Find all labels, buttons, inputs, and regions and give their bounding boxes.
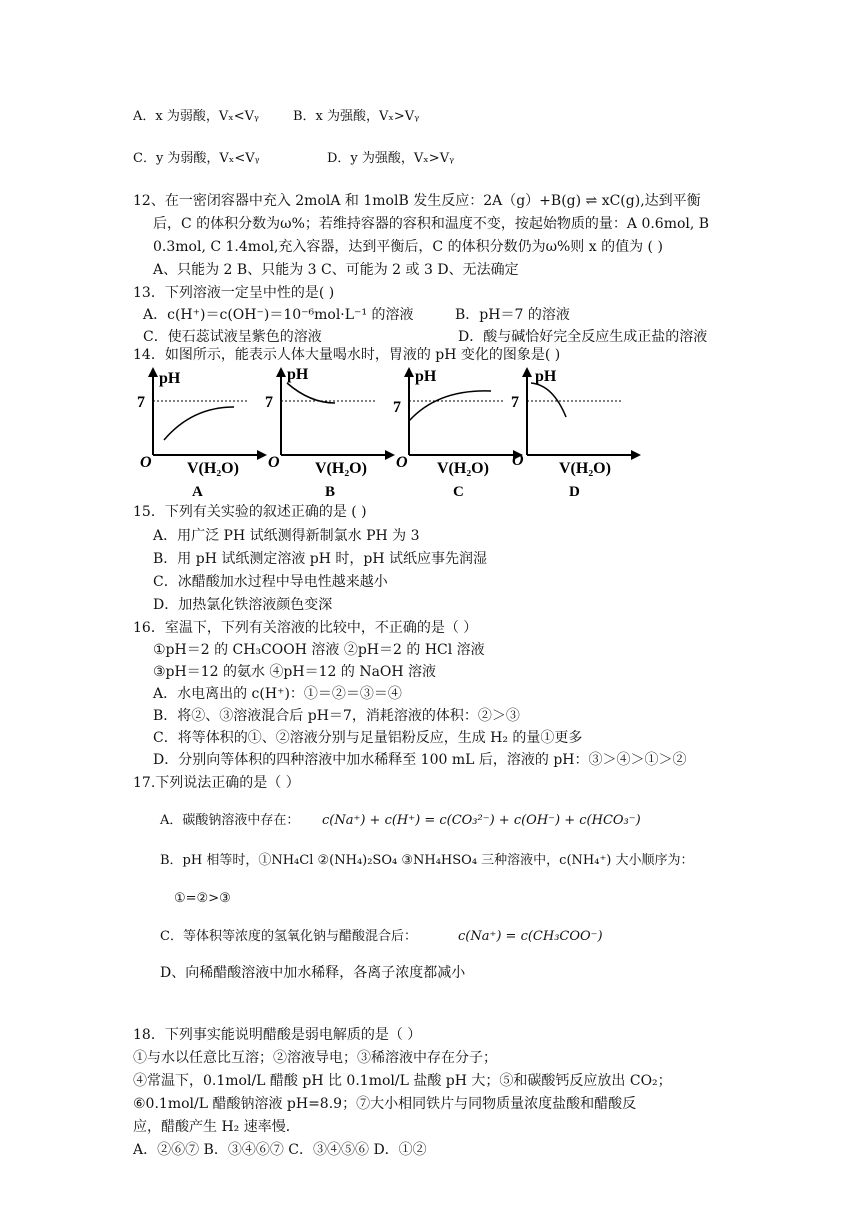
q17-option-c-text: C．等体积等浓度的氢氧化钠与醋酸混合后： [160,929,417,944]
q13-stem: 13．下列溶液一定呈中性的是( ) [133,285,335,301]
q15-option-d: D．加热氯化铁溶液颜色变深 [153,597,333,613]
q12-line2: 后，C 的体积分数为ω%；若维持容器的容积和温度不变，按起始物质的量：A 0.6mol, B [153,216,710,232]
q18-line4: 应，醋酸产生 H₂ 速率慢． [133,1119,300,1135]
q15-option-b: B．用 pH 试纸测定溶液 pH 时，pH 试纸应事先润湿 [153,551,488,567]
q17-option-b-order: ①=②>③ [174,891,231,906]
q13-option-d: D．酸与碱恰好完全反应生成正盐的溶液 [458,329,708,345]
graph-a-xlabel: V(H₂O) [187,460,239,477]
q12-line3: 0.3mol, C 1.4mol,充入容器，达到平衡后，C 的体积分数仍为ω%则 x 的值为 ( ) [153,239,663,255]
graph-b-ylabel: pH [287,366,309,383]
q17-option-a-text: A．碳酸钠溶液中存在： [160,813,300,828]
q18-line1: ①与水以任意比互溶；②溶液导电；③稀溶液中存在分子； [133,1050,497,1066]
q16-items-1-2: ①pH＝2 的 CH₃COOH 溶液 ②pH＝2 的 HCl 溶液 [153,642,485,658]
q11-option-c: C．y 为弱酸，Vₓ<Vᵧ [133,151,260,166]
q18-stem: 18．下列事实能说明醋酸是弱电解质的是（ ） [133,1027,422,1043]
graph-c [393,365,523,505]
graph-b-label: B [325,484,336,500]
q18-line3: ⑥0.1mol/L 醋酸钠溶液 pH=8.9；⑦大小相同铁片与同物质量浓度盐酸和醋酸反 [133,1096,637,1112]
graph-a-tick: 7 [137,394,145,411]
q17-option-c-equation: c(Na⁺) = c(CH₃COO⁻) [458,929,603,944]
q12-options: A、只能为 2 B、只能为 3 C、可能为 2 或 3 D、无法确定 [153,262,519,278]
q13-option-c: C．使石蕊试液呈紫色的溶液 [143,329,322,345]
q16-stem: 16．室温下，下列有关溶液的比较中，不正确的是（ ） [133,620,478,636]
graph-c-tick: 7 [393,399,401,416]
graph-d-label: D [569,484,580,500]
graph-c-xlabel: V(H₂O) [437,460,489,477]
q15-option-c: C．冰醋酸加水过程中导电性越来越小 [153,574,388,590]
q18-options: A．②⑥⑦ B．③④⑥⑦ C．③④⑤⑥ D．①② [133,1142,427,1158]
graph-d-tick: 7 [511,394,519,411]
q15-option-a: A．用广泛 PH 试纸测得新制氯水 PH 为 3 [153,528,420,544]
graph-d [511,365,641,505]
q15-stem: 15．下列有关实验的叙述正确的是 ( ) [133,504,367,520]
q17-option-b-text: B．pH 相等时，①NH₄Cl ②(NH₄)₂SO₄ ③NH₄HSO₄ 三种溶液中，c(NH₄⁺) 大小顺序为： [160,853,694,868]
q14-stem: 14．如图所示，能表示人体大量喝水时，胃液的 pH 变化的图象是( ) [133,347,561,363]
q18-line2: ④常温下，0.1mol/L 醋酸 pH 比 0.1mol/L 盐酸 pH 大；⑤和碳酸钙反应放出 CO₂； [133,1073,672,1089]
graph-d-xlabel: V(H₂O) [559,460,611,477]
q11-option-b: B．x 为强酸，Vₓ>Vᵧ [293,109,420,124]
graph-b-origin: O [268,454,280,471]
graph-b [265,365,395,505]
q16-option-a: A．水电离出的 c(H⁺)：①＝②＝③＝④ [153,686,402,702]
q11-option-d: D．y 为强酸，Vₓ>Vᵧ [327,151,454,166]
graph-d-origin: O [512,452,524,469]
q12-line1: 12、在一密闭容器中充入 2molA 和 1molB 发生反应：2A（g）+B(g) ⇌ xC(g),达到平衡 [133,193,701,209]
graph-a-ylabel: pH [159,370,181,387]
graph-c-label: C [453,484,464,500]
q17-stem: 17.下列说法正确的是（ ） [133,775,300,791]
q16-option-c: C．将等体积的①、②溶液分别与足量铝粉反应，生成 H₂ 的量①更多 [153,730,583,746]
q16-items-3-4: ③pH＝12 的氨水 ④pH＝12 的 NaOH 溶液 [153,664,437,680]
graph-c-origin: O [396,454,408,471]
graph-a-label: A [192,484,203,500]
graph-a [137,365,267,505]
q16-option-d: D．分别向等体积的四种溶液中加水稀释至 100 mL 后，溶液的 pH：③＞④＞①＞② [153,752,687,768]
q13-option-b: B．pH＝7 的溶液 [455,307,570,323]
q11-option-a: A．x 为弱酸，Vₓ<Vᵧ [133,109,259,124]
graph-b-tick: 7 [265,394,273,411]
graph-b-xlabel: V(H₂O) [315,460,367,477]
graph-c-ylabel: pH [415,368,437,385]
q17-option-a-equation: c(Na⁺) + c(H⁺) = c(CO₃²⁻) + c(OH⁻) + c(HCO₃⁻) [322,813,641,828]
q16-option-b: B．将②、③溶液混合后 pH＝7，消耗溶液的体积：②＞③ [153,708,520,724]
q13-option-a: A．c(H⁺)＝c(OH⁻)＝10⁻⁶mol·L⁻¹ 的溶液 [143,307,414,323]
q17-option-d: D、向稀醋酸溶液中加水稀释，各离子浓度都减小 [160,965,466,981]
graph-d-ylabel: pH [535,368,557,385]
graph-a-origin: O [140,454,152,471]
